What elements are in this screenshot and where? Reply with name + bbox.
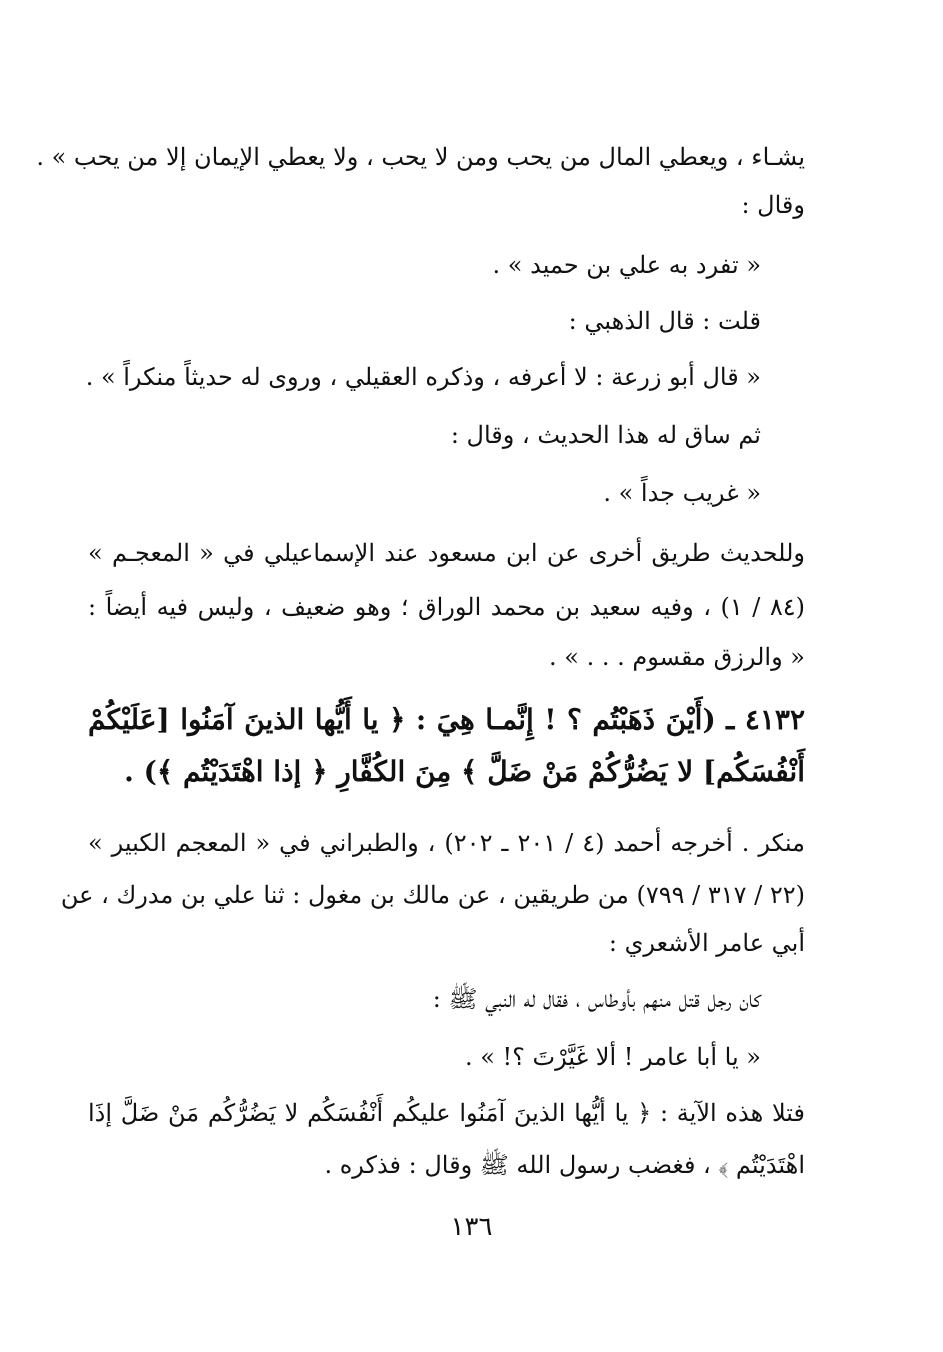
page-number: ١٣٦: [450, 1212, 493, 1242]
text-line-8: منكر . أخرجه أحمد (٤ / ٢٠١ ـ ٢٠٢) ، والطبراني في « المعجم الكبير »: [88, 829, 806, 857]
hadith-heading-line-2: أَنْفُسَكُم] لا يَضُرُّكُمْ مَنْ ضَلَّ ﴾ مِنَ الكُفَّارِ ﴿ إذا اهْتَدَيْتُم ﴾) .: [124, 755, 805, 788]
quote-line-2: « قال أبو زرعة : لا أعرفه ، وذكره العقيلي ، وروى له حديثاً منكراً » .: [85, 363, 761, 391]
text-line-10: أبي عامر الأشعري :: [608, 929, 805, 957]
text-line-7: « والرزق مقسوم . . . » .: [549, 643, 805, 671]
text-line-11: كان رجل قتل منهم بأوطاس ، فقال له النبي ﷺ :: [432, 985, 761, 1013]
text-line-3: قلت : قال الذهبي :: [568, 307, 761, 335]
text-line-5: وللحديث طريق أخرى عن ابن مسعود عند الإسماعيلي في « المعجـم »: [88, 539, 806, 567]
quote-line-4: « يا أبا عامر ! ألا غَيَّرْتَ ؟! » .: [464, 1043, 761, 1071]
text-line-12: فتلا هذه الآية : ﴿ يا أيُّها الذينَ آمَنُوا عليكُم أَنْفُسَكُم لا يَضُرُّكُم مَنْ ضَلَّ إذَا: [88, 1099, 805, 1127]
text-line-4: ثم ساق له هذا الحديث ، وقال :: [450, 421, 761, 449]
quote-line-3: « غريب جداً » .: [603, 479, 761, 507]
text-line-13: اهْتَدَيْتُم ﴾ ، فغضب رسول الله ﷺ وقال : فذكره .: [324, 1151, 805, 1179]
text-line-1: يشـاء ، ويعطي المال من يحب ومن لا يحب ، ولا يعطي الإيمان إلا من يحب » .: [36, 143, 805, 171]
text-line-9: (٢٢ / ٣١٧ / ٧٩٩) من طريقين ، عن مالك بن مغول : ثنا علي بن مدرك ، عن: [60, 881, 805, 909]
text-line-6: (٨٤ / ١) ، وفيه سعيد بن محمد الوراق ؛ وهو ضعيف ، وليس فيه أيضاً :: [88, 593, 806, 621]
hadith-heading-line-1: ٤١٣٢ ـ (أَيْنَ ذَهَبْتُم ؟ ! إِنَّمـا هِيَ : ﴿ يا أَيُّها الذينَ آمَنُوا [عَلَيْكُمْ: [88, 703, 805, 736]
quote-line-1: « تفرد به علي بن حميد » .: [492, 251, 761, 279]
text-line-2: وقال :: [741, 191, 805, 219]
